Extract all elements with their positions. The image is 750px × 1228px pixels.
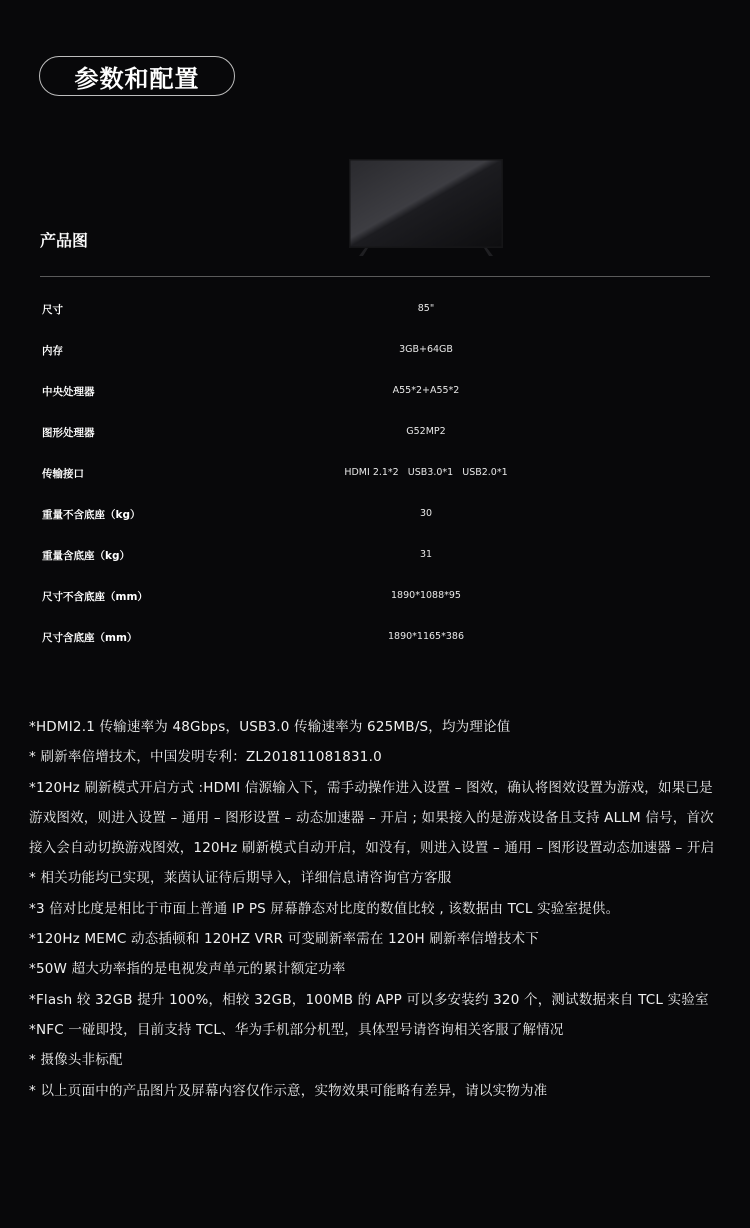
spec-label: 尺寸含底座（mm） <box>42 632 138 644</box>
spec-label: 图形处理器 <box>42 427 95 439</box>
spec-label: 中央处理器 <box>42 386 95 398</box>
spec-value: 3GB+64GB <box>399 344 453 355</box>
spec-value: 1890*1088*95 <box>391 590 461 601</box>
footnote: *NFC 一碰即投，目前支持 TCL、华为手机部分机型，具体型号请咨询相关客服了解情况 <box>29 1021 564 1038</box>
spec-row-weight-without-stand <box>0 495 750 536</box>
product-image-label: 产品图 <box>40 231 89 250</box>
spec-value: 31 <box>419 549 433 560</box>
spec-row-dimensions-without-stand <box>0 577 750 618</box>
spec-row-size <box>0 290 750 331</box>
section-divider <box>40 276 710 277</box>
footnote: *3 倍对比度是相比于市面上普通 IP PS 屏幕静态对比度的数值比较 , 该数据由 TCL 实验室提供。 <box>29 900 620 917</box>
spec-row-gpu <box>0 413 750 454</box>
spec-row-cpu <box>0 372 750 413</box>
spec-row-weight-with-stand <box>0 536 750 577</box>
spec-value: HDMI 2.1*2 USB3.0*1 USB2.0*1 <box>344 467 508 478</box>
footnote: * 摄像头非标配 <box>29 1052 123 1069</box>
footnote: *120Hz MEMC 动态插顿和 120HZ VRR 可变刷新率需在 120H 刷新率信增技术下 <box>29 931 539 948</box>
footnote: * 刷新率倍增技术，中国发明专利：ZL201811081831.0 <box>29 749 382 766</box>
spec-value: A55*2+A55*2 <box>392 385 460 396</box>
spec-label: 重量不含底座（kg） <box>42 509 141 521</box>
page-title: 参数和配置 <box>74 64 200 93</box>
footnote: *50W 超大功率指的是电视发声单元的累计额定功率 <box>29 961 346 978</box>
spec-label: 内存 <box>42 345 63 357</box>
spec-table <box>0 290 750 659</box>
footnote: *120Hz 刷新模式开启方式 :HDMI 信源输入下，需手动操作进入设置 – 图效，确认将图效设置为游戏，如果已是游戏图效，则进入设置 – 通用 – 图形设置 – 动态加速器 – 开启 ; 如果接入的是游戏设备且支持 ALLM 信号，首次接入会自动切换游戏图效，120Hz 刷新模式自动开启，如没有，则进入设置 – 通用 – 图形设置动态加速器 – 开启 <box>29 779 715 857</box>
spec-value: 85" <box>417 303 435 314</box>
spec-value: G52MP2 <box>406 426 446 437</box>
footnotes <box>29 712 724 1106</box>
spec-label: 尺寸不含底座（mm） <box>42 591 148 603</box>
spec-row-ports <box>0 454 750 495</box>
spec-row-dimensions-with-stand <box>0 618 750 659</box>
spec-label: 传输接口 <box>42 468 84 480</box>
spec-row-memory <box>0 331 750 372</box>
footnote: * 相关功能均已实现，莱茵认证待后期导入，详细信息请咨询官方客服 <box>29 870 452 887</box>
footnote: *Flash 较 32GB 提升 100%，相较 32GB，100MB 的 APP 可以多安装约 320 个，测试数据来自 TCL 实验室 <box>29 991 709 1008</box>
spec-value: 1890*1165*386 <box>388 631 464 642</box>
footnote: *HDMI2.1 传输速率为 48Gbps，USB3.0 传输速率为 625MB/S，均为理论值 <box>29 719 511 735</box>
section-title-badge <box>39 56 235 96</box>
spec-value: 30 <box>419 508 433 519</box>
tv-product-image <box>349 159 503 257</box>
spec-label: 重量含底座（kg） <box>42 550 130 562</box>
footnote: * 以上页面中的产品图片及屏幕内容仅作示意，实物效果可能略有差异，请以实物为准 <box>29 1082 548 1099</box>
spec-label: 尺寸 <box>42 304 63 316</box>
